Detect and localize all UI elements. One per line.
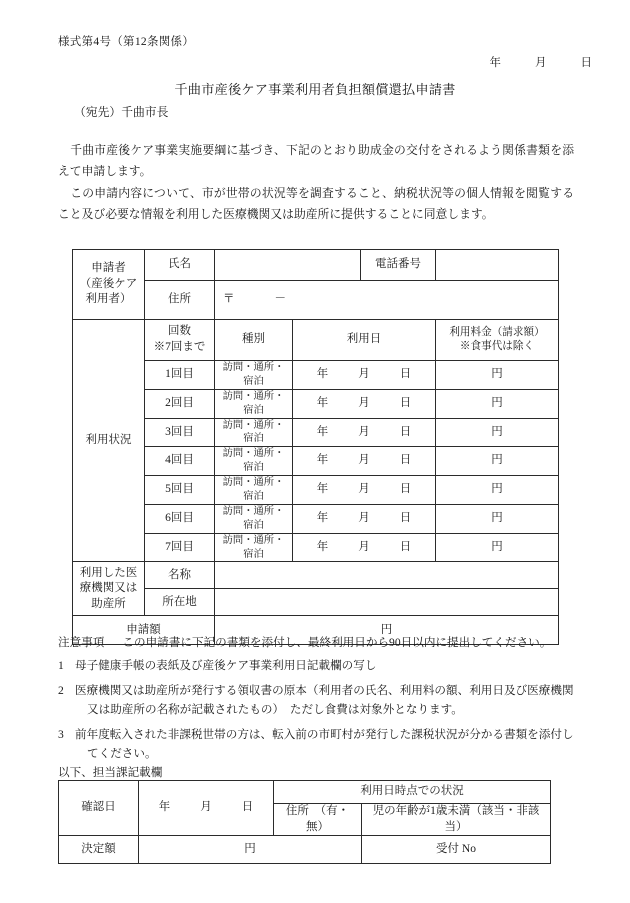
usage-date-cell[interactable] xyxy=(293,447,436,476)
count-header-line1: 回数 xyxy=(168,325,191,338)
fee-header-line2: ※食事代は除く xyxy=(459,341,535,352)
note-text: 母子健康手帳の表紙及び産後ケア事業利用日記載欄の写し xyxy=(75,659,377,672)
claim-amount-label-cell: 申請額 xyxy=(73,616,215,645)
usage-type-cell[interactable]: 訪問・通所・宿泊 xyxy=(215,361,293,390)
facility-label-line3: 助産所 xyxy=(91,597,126,610)
facility-name-label-cell: 名称 xyxy=(145,562,215,589)
usage-fee-cell[interactable]: 円 xyxy=(436,533,559,562)
usage-date-month-mark: 月 xyxy=(358,425,370,438)
list-item xyxy=(58,656,578,676)
decision-amount-value-cell[interactable]: 円 xyxy=(139,836,362,864)
confirm-date-year-mark: 年 xyxy=(158,801,171,814)
department-use-table xyxy=(58,780,551,864)
confirm-date-month-mark: 月 xyxy=(200,801,212,814)
notes-section xyxy=(58,634,578,769)
date-header-cell: 利用日 xyxy=(293,320,436,361)
type-header-cell: 種別 xyxy=(215,320,293,361)
usage-fee-cell[interactable]: 円 xyxy=(436,389,559,418)
applicant-label-line3: 利用者） xyxy=(85,293,132,306)
usage-type-cell[interactable]: 訪問・通所・宿泊 xyxy=(215,476,293,505)
usage-date-year-mark: 年 xyxy=(316,512,329,525)
table-row-applicant-address xyxy=(73,281,559,320)
form-number: 様式第4号（第12条関係） xyxy=(58,36,195,48)
fee-header-line1: 利用料金（請求額） xyxy=(449,326,545,338)
usage-date-day-mark: 日 xyxy=(399,483,412,496)
table-row-applicant-name xyxy=(73,250,559,281)
count-header-cell xyxy=(145,320,215,361)
applicant-label-cell xyxy=(73,250,145,320)
usage-date-day-mark: 日 xyxy=(399,454,412,467)
applicant-label-line1: 申請者 xyxy=(91,262,126,275)
usage-fee-cell[interactable]: 円 xyxy=(436,476,559,505)
note-text-continued: てください。 xyxy=(87,747,157,760)
usage-date-month-mark: 月 xyxy=(358,540,370,553)
usage-date-cell[interactable] xyxy=(293,418,436,447)
date-month-mark: 月 xyxy=(535,57,547,69)
table-row-usage-header xyxy=(73,320,559,361)
usage-count-cell: 5回目 xyxy=(145,476,215,505)
status-header-cell: 利用日時点での状況 xyxy=(274,781,551,804)
usage-date-year-mark: 年 xyxy=(316,425,329,438)
age-status-cell[interactable]: 児の年齢が1歳未満（該当・非該当） xyxy=(362,804,551,836)
usage-date-cell[interactable] xyxy=(293,533,436,562)
usage-count-cell: 2回目 xyxy=(145,389,215,418)
date-year-mark: 年 xyxy=(489,57,501,69)
note-text: 医療機関又は助産所が発行する領収書の原本（利用者の氏名、利用料の額、利用日及び医療機関 xyxy=(75,683,574,697)
usage-type-cell[interactable]: 訪問・通所・宿泊 xyxy=(215,533,293,562)
intro-paragraph-1 xyxy=(58,140,574,182)
usage-date-month-mark: 月 xyxy=(358,512,370,525)
usage-type-cell[interactable]: 訪問・通所・宿泊 xyxy=(215,504,293,533)
confirm-date-day-mark: 日 xyxy=(241,801,254,814)
table-row xyxy=(73,504,559,533)
usage-date-day-mark: 日 xyxy=(399,512,412,525)
usage-date-day-mark: 日 xyxy=(399,540,412,553)
count-header-line2: ※7回まで xyxy=(153,341,206,353)
note-text: 前年度転入された非課税世帯の方は、転入前の市町村が発行した課税状況が分かる書類を添付し xyxy=(75,727,574,741)
facility-name-value-cell[interactable] xyxy=(215,562,559,589)
list-item xyxy=(58,725,578,764)
phone-value-cell[interactable] xyxy=(436,250,559,281)
table-row-facility-address xyxy=(73,589,559,616)
usage-type-cell[interactable]: 訪問・通所・宿泊 xyxy=(215,447,293,476)
applicant-label-line2: （産後ケア xyxy=(79,277,138,290)
table-row xyxy=(73,389,559,418)
page-title: 千曲市産後ケア事業利用者負担額償還払申請書 xyxy=(174,82,456,97)
usage-date-cell[interactable] xyxy=(293,504,436,533)
decision-amount-label-cell: 決定額 xyxy=(59,836,139,864)
usage-date-month-mark: 月 xyxy=(358,454,370,467)
usage-date-year-mark: 年 xyxy=(316,454,329,467)
facility-label-line1: 利用した医 xyxy=(79,566,138,579)
usage-count-cell: 3回目 xyxy=(145,418,215,447)
usage-date-cell[interactable] xyxy=(293,476,436,505)
application-main-table xyxy=(72,249,559,645)
table-row-decision-amount xyxy=(59,836,551,864)
facility-address-label-cell: 所在地 xyxy=(145,589,215,616)
notes-heading-text: この申請書に下記の書類を添付し、最終利用日から90日以内に提出してください。 xyxy=(122,636,552,649)
usage-date-month-mark: 月 xyxy=(358,396,370,409)
phone-label-cell: 電話番号 xyxy=(361,250,436,281)
usage-count-cell: 4回目 xyxy=(145,447,215,476)
confirm-date-label-cell: 確認日 xyxy=(59,781,139,836)
usage-fee-cell[interactable]: 円 xyxy=(436,418,559,447)
usage-date-day-mark: 日 xyxy=(399,396,412,409)
usage-date-cell[interactable] xyxy=(293,361,436,390)
usage-fee-cell[interactable]: 円 xyxy=(436,361,559,390)
name-value-cell[interactable] xyxy=(215,250,361,281)
usage-label-cell: 利用状況 xyxy=(73,320,145,562)
note-number: 1 xyxy=(58,659,64,672)
dept-section-heading: 以下、担当課記載欄 xyxy=(58,766,163,779)
usage-type-cell[interactable]: 訪問・通所・宿泊 xyxy=(215,418,293,447)
usage-date-day-mark: 日 xyxy=(399,425,412,438)
usage-date-day-mark: 日 xyxy=(399,368,412,381)
usage-date-year-mark: 年 xyxy=(316,540,329,553)
usage-date-year-mark: 年 xyxy=(316,368,329,381)
usage-count-cell: 1回目 xyxy=(145,361,215,390)
address-value-cell[interactable] xyxy=(215,281,559,320)
table-row xyxy=(73,447,559,476)
receipt-no-cell[interactable]: 受付 No xyxy=(362,836,551,864)
usage-count-cell: 6回目 xyxy=(145,504,215,533)
notes-heading-label: 注意事項 xyxy=(58,636,105,649)
table-row xyxy=(73,476,559,505)
usage-date-month-mark: 月 xyxy=(358,368,370,381)
usage-date-month-mark: 月 xyxy=(358,483,370,496)
table-row xyxy=(73,361,559,390)
list-item xyxy=(58,681,578,720)
table-row-status-header xyxy=(59,781,551,804)
date-day-mark: 日 xyxy=(580,57,592,69)
usage-count-cell: 7回目 xyxy=(145,533,215,562)
fee-header-cell xyxy=(436,320,559,361)
table-row-facility-name xyxy=(73,562,559,589)
table-row xyxy=(73,533,559,562)
note-number: 2 xyxy=(58,683,64,697)
usage-date-cell[interactable] xyxy=(293,389,436,418)
submission-date-line xyxy=(490,54,593,70)
note-text-continued: 又は助産所の名称が記載されたもの） ただし食費は対象外となります。 xyxy=(87,703,463,716)
usage-fee-cell[interactable]: 円 xyxy=(436,504,559,533)
usage-fee-cell[interactable]: 円 xyxy=(436,447,559,476)
confirm-date-value-cell[interactable] xyxy=(139,781,274,836)
address-status-cell[interactable]: 住所 （有・無） xyxy=(274,804,362,836)
address-label-cell: 住所 xyxy=(145,281,215,320)
addressee: （宛先）千曲市長 xyxy=(74,105,169,119)
usage-date-year-mark: 年 xyxy=(316,396,329,409)
facility-address-value-cell[interactable] xyxy=(215,589,559,616)
claim-amount-value-cell[interactable]: 円 xyxy=(215,616,559,645)
usage-type-cell[interactable]: 訪問・通所・宿泊 xyxy=(215,389,293,418)
facility-label-cell xyxy=(73,562,145,616)
usage-date-year-mark: 年 xyxy=(316,483,329,496)
facility-label-line2: 療機関又は xyxy=(79,582,138,595)
postal-dash: － xyxy=(274,293,286,306)
intro-paragraph-1-text: 千曲市産後ケア事業実施要綱に基づき、下記のとおり助成金の交付をされるよう関係書類を添えて申請します。 xyxy=(58,143,574,178)
note-number: 3 xyxy=(58,727,64,741)
name-label-cell: 氏名 xyxy=(145,250,215,281)
postal-mark: 〒 xyxy=(223,293,235,306)
table-row xyxy=(73,418,559,447)
postal-code-field[interactable] xyxy=(219,292,554,308)
notes-heading xyxy=(58,634,578,650)
intro-paragraph-2 xyxy=(58,183,574,225)
intro-paragraph-2-text: この申請内容について、市が世帯の状況等を調査すること、納税状況等の個人情報を閲覧すること及び必要な情報を利用した医療機関又は助産所に提供することに同意します。 xyxy=(58,186,574,221)
